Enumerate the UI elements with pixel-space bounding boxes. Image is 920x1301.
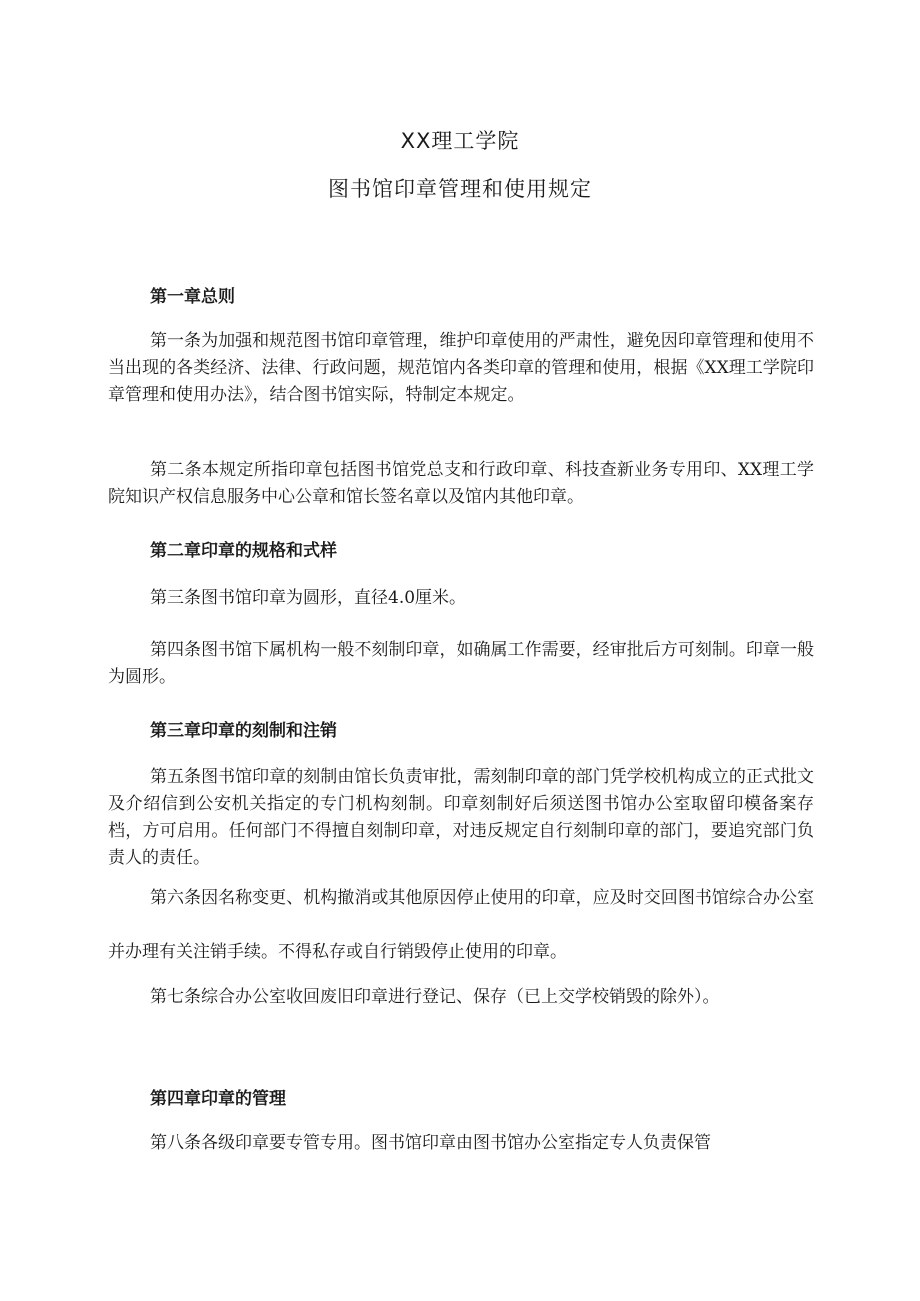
article-5: 第五条图书馆印章的刻制由馆长负责审批，需刻制印章的部门凭学校机构成立的正式批文及介绍信到公安机关指定的专门机构刻制。印章刻制好后须送图书馆办公室取留印模备案存档，方可启用。任何部门不得擅自刻制印章，对违反规定自行刻制印章的部门，要追究部门负责人的责任。 [108,767,814,868]
chapter-4-heading: 第四章印章的管理 [150,1089,286,1109]
article-4: 第四条图书馆下属机构一般不刻制印章，如确属工作需要，经审批后方可刻制。印章一般为圆形。 [108,640,814,687]
article-6: 第六条因名称变更、机构撤消或其他原因停止使用的印章，应及时交回图书馆综合办公室并办理有关注销手续。不得私存或自行销毁停止使用的印章。 [108,888,814,962]
article-1: 第一条为加强和规范图书馆印章管理，维护印章使用的严肃性，避免因印章管理和使用不当出现的各类经济、法律、行政问题，规范馆内各类印章的管理和使用，根据《XX理工学院印章管理和使用办法》，结合图书馆实际，特制定本规定。 [108,331,814,405]
article-8: 第八条各级印章要专管专用。图书馆印章由图书馆办公室指定专人负责保管 [150,1133,711,1153]
article-2: 第二条本规定所指印章包括图书馆党总支和行政印章、科技查新业务专用印、XX理工学院知识产权信息服务中心公章和馆长签名章以及馆内其他印章。 [108,460,814,507]
document-title-regulation: 图书馆印章管理和使用规定 [328,177,592,201]
chapter-3-heading: 第三章印章的刻制和注销 [150,721,337,741]
article-3: 第三条图书馆印章为圆形，直径4.0厘米。 [150,588,467,608]
article-7: 第七条综合办公室收回废旧印章进行登记、保存（已上交学校销毁的除外）。 [150,987,720,1007]
document-title-institution: XX理工学院 [400,129,520,153]
chapter-1-heading: 第一章总则 [150,287,235,307]
chapter-2-heading: 第二章印章的规格和式样 [150,541,337,561]
